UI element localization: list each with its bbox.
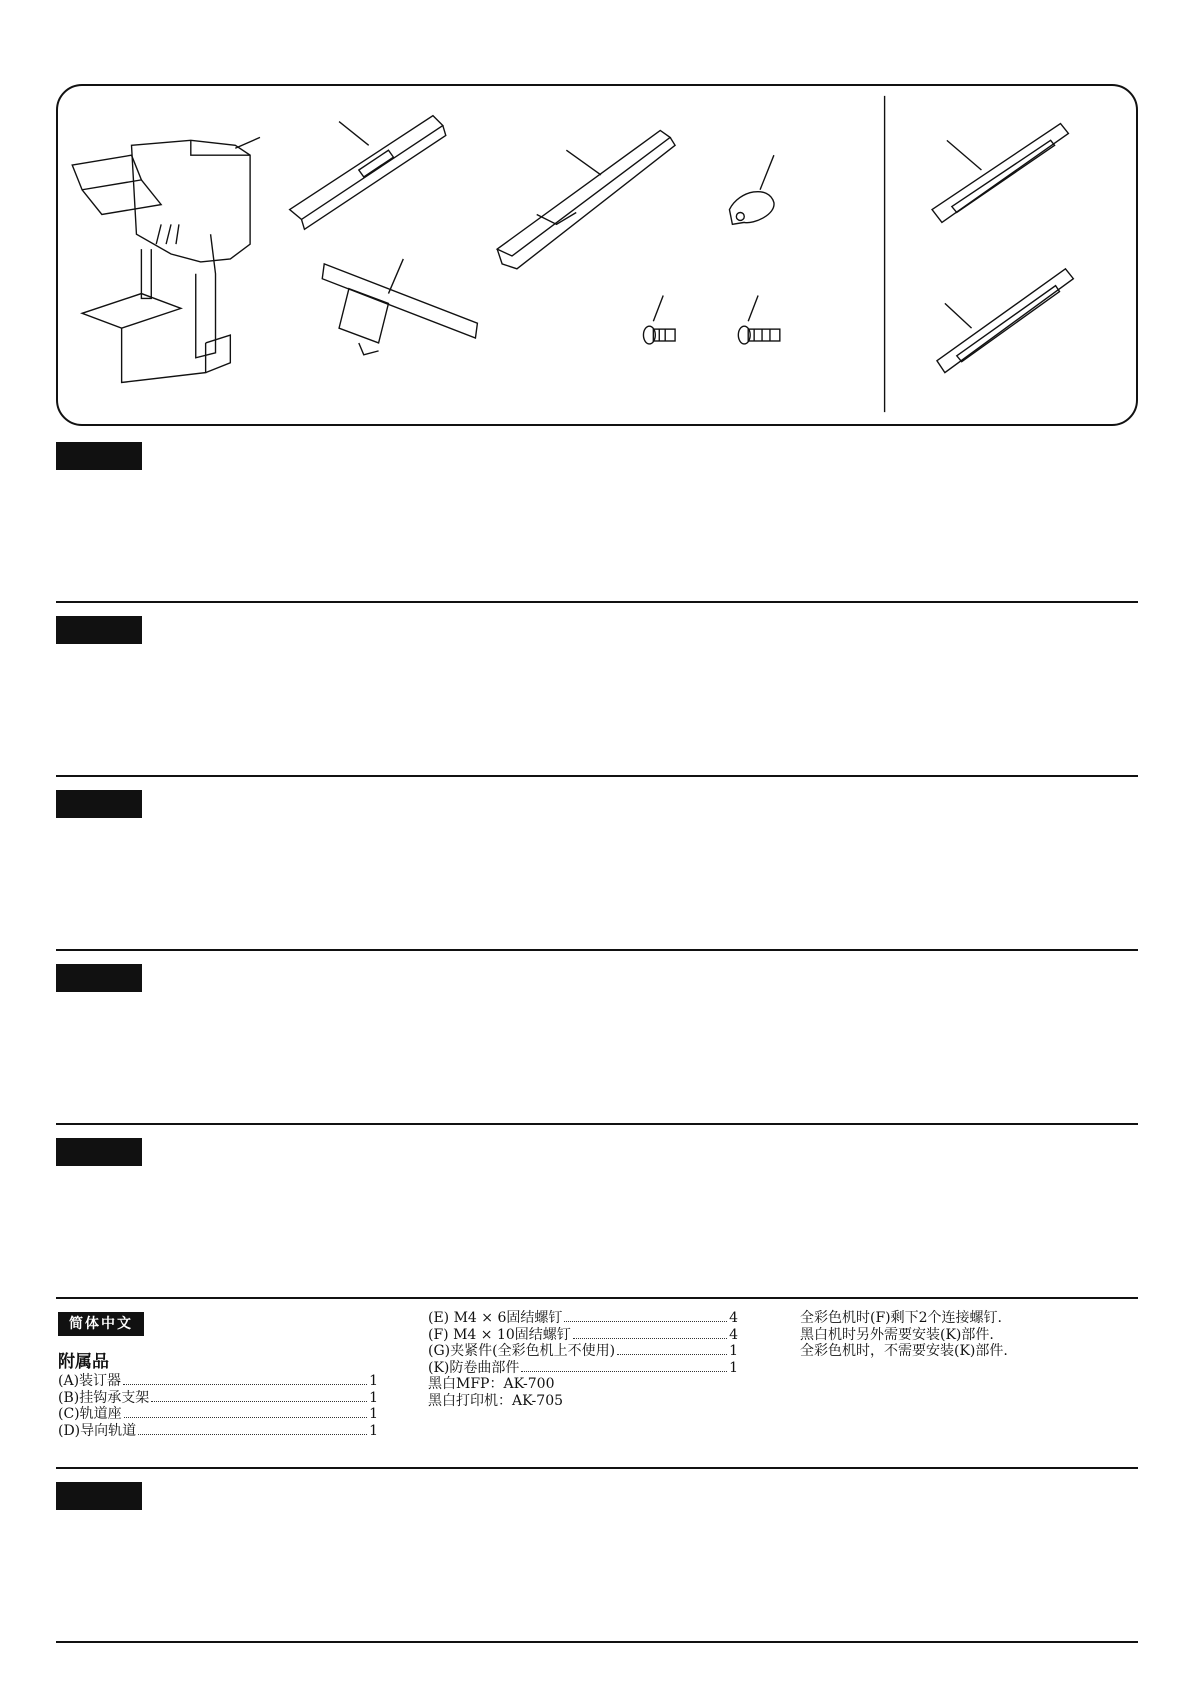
accessories-illustration [56, 84, 1138, 426]
accessories-heading: 附属品 [58, 1352, 109, 1372]
list-item: (E) M4 × 6固结螺钉 4 [428, 1310, 738, 1326]
part-a-stapler [72, 137, 260, 382]
section-rule [56, 949, 1138, 951]
language-tab-5 [56, 1138, 142, 1166]
language-tab-simplified-chinese: 简体中文 [58, 1312, 144, 1336]
language-tab-7 [56, 1482, 142, 1510]
model-line: 黑白打印机：AK-705 [428, 1392, 564, 1409]
part-c-rail-base [322, 259, 477, 355]
part-e-screw [643, 296, 675, 344]
part-b-hook-bracket [290, 116, 446, 230]
list-item: (D)导向轨道 1 [58, 1422, 378, 1439]
part-f-screw [738, 296, 780, 344]
list-item: (A)装订器 1 [58, 1373, 378, 1389]
list-item: (B)挂钩承支架 1 [58, 1389, 378, 1406]
section-rule [56, 1297, 1138, 1299]
notes-column [800, 1310, 1130, 1360]
part-k-anti-curl-2 [937, 269, 1073, 373]
list-item: (K)防卷曲部件 1 [428, 1359, 738, 1376]
list-item: (C)轨道座 1 [58, 1406, 378, 1422]
section-rule [56, 775, 1138, 777]
list-item: (G)夹紧件(全彩色机上不使用) 1 [428, 1343, 738, 1359]
accessories-list-col2 [428, 1310, 738, 1409]
list-item: (F) M4 × 10固结螺钉 4 [428, 1326, 738, 1343]
note-line: 黑白机时另外需要安装(K)部件. [800, 1326, 994, 1343]
section-rule [56, 1641, 1138, 1643]
accessories-list-col1 [58, 1352, 378, 1439]
part-d-guide-rail [497, 130, 675, 268]
section-rule [56, 601, 1138, 603]
section-rule [56, 1123, 1138, 1125]
section-rule [56, 1467, 1138, 1469]
language-tab-4 [56, 964, 142, 992]
language-tab-3 [56, 790, 142, 818]
accessories-drawing [58, 86, 1136, 424]
part-k-anti-curl-1 [932, 124, 1068, 223]
model-line: 黑白MFP：AK-700 [428, 1376, 555, 1392]
language-tab-1 [56, 442, 142, 470]
note-line: 全彩色机时，不需要安装(K)部件. [800, 1343, 1008, 1359]
part-g-clamp [729, 155, 774, 224]
language-tab-2 [56, 616, 142, 644]
note-line: 全彩色机时(F)剩下2个连接螺钉. [800, 1310, 1002, 1326]
